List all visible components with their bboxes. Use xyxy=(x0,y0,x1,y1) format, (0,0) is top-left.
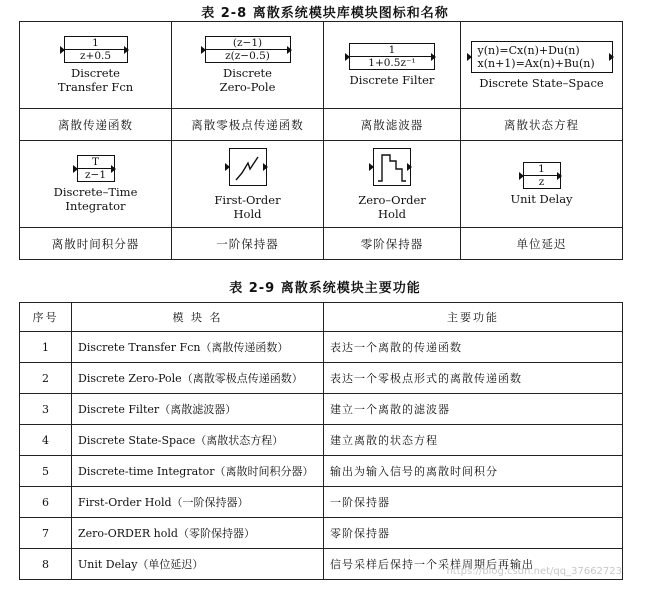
table-header-row xyxy=(20,303,623,332)
block-caption: Discrete Filter xyxy=(349,73,435,87)
block-denominator: z xyxy=(524,175,560,188)
block-numerator: 1 xyxy=(388,44,396,56)
block-numerator: T xyxy=(91,156,99,168)
module-function: 一阶保持器 xyxy=(324,487,623,518)
state-output-equation: y(n)=Cx(n)+Du(n) xyxy=(477,43,580,57)
discrete-filter-block xyxy=(349,43,435,70)
table-row xyxy=(20,332,623,363)
block-caption: Discrete State–Space xyxy=(479,75,604,90)
discrete-state-space-block xyxy=(471,41,613,73)
block-numerator: 1 xyxy=(92,37,99,49)
module-name: Discrete Filter（离散滤波器） xyxy=(72,394,324,425)
module-name: Discrete Zero-Pole（离散零极点传递函数） xyxy=(72,363,324,394)
block-name-cn: 离散时间积分器 xyxy=(20,228,172,260)
block-caption: Discrete–Time Integrator xyxy=(53,185,138,213)
module-name: Discrete-time Integrator（离散时间积分器） xyxy=(72,456,324,487)
module-name: Zero-ORDER hold（零阶保持器） xyxy=(72,518,324,549)
column-header-no: 序号 xyxy=(20,303,72,332)
block-name-cn: 一阶保持器 xyxy=(172,228,324,260)
module-name: Unit Delay（单位延迟） xyxy=(72,549,324,580)
first-order-hold-icon xyxy=(229,148,267,186)
row-number: 4 xyxy=(20,425,72,456)
block-caption: First-Order Hold xyxy=(214,192,281,221)
row-number: 6 xyxy=(20,487,72,518)
table-row xyxy=(20,425,623,456)
module-function: 信号采样后保持一个采样周期后再输出 xyxy=(324,549,623,580)
table-2-9-title: 表 2-9 离散系统模块主要功能 xyxy=(229,281,421,296)
table-2-8-title: 表 2-8 离散系统模块库模块图标和名称 xyxy=(201,6,449,21)
block-name-cn: 单位延迟 xyxy=(461,228,623,260)
block-name-cn: 离散状态方程 xyxy=(461,109,623,141)
block-name-cn: 离散传递函数 xyxy=(20,109,172,141)
block-denominator: z(z−0.5) xyxy=(206,49,290,62)
discrete-time-integrator-block xyxy=(77,155,115,182)
module-function: 建立离散的状态方程 xyxy=(324,425,623,456)
row-number: 3 xyxy=(20,394,72,425)
module-function: 表达一个离散的传递函数 xyxy=(324,332,623,363)
module-name: Discrete State-Space（离散状态方程） xyxy=(72,425,324,456)
discrete-zero-pole-cell xyxy=(172,22,324,109)
module-name: First-Order Hold（一阶保持器） xyxy=(72,487,324,518)
table-row xyxy=(20,456,623,487)
block-denominator: z−1 xyxy=(78,168,114,181)
discrete-state-space-cell xyxy=(461,22,623,109)
row-number: 1 xyxy=(20,332,72,363)
row-number: 7 xyxy=(20,518,72,549)
table-row xyxy=(20,487,623,518)
block-caption: Discrete Transfer Fcn xyxy=(57,66,134,94)
discrete-zero-pole-block xyxy=(205,36,291,63)
discrete-time-integrator-cell xyxy=(20,141,172,228)
block-denominator: 1+0.5z⁻¹ xyxy=(350,56,434,69)
column-header-function: 主要功能 xyxy=(324,303,623,332)
module-function: 零阶保持器 xyxy=(324,518,623,549)
module-function: 表达一个零极点形式的离散传递函数 xyxy=(324,363,623,394)
state-update-equation: x(n+1)=Ax(n)+Bu(n) xyxy=(477,56,595,70)
zero-order-hold-icon xyxy=(373,148,411,186)
table-row xyxy=(20,394,623,425)
discrete-transfer-fcn-block xyxy=(64,36,128,63)
row-number: 2 xyxy=(20,363,72,394)
unit-delay-cell xyxy=(461,141,623,228)
block-caption: Zero–Order Hold xyxy=(358,192,426,221)
watermark-text: https://blog.csdn.net/qq_37662723 xyxy=(446,566,622,577)
unit-delay-block xyxy=(523,162,561,189)
block-denominator: z+0.5 xyxy=(65,49,127,62)
discrete-filter-cell xyxy=(324,22,461,109)
first-order-hold-cell xyxy=(172,141,324,228)
zero-order-hold-cell xyxy=(324,141,461,228)
module-function-table xyxy=(19,302,623,580)
block-name-cn: 离散零极点传递函数 xyxy=(172,109,324,141)
block-caption: Unit Delay xyxy=(510,192,573,206)
table-row xyxy=(20,363,623,394)
module-function: 建立一个离散的滤波器 xyxy=(324,394,623,425)
discrete-transfer-fcn-cell xyxy=(20,22,172,109)
block-name-cn: 离散滤波器 xyxy=(324,109,461,141)
row-number: 5 xyxy=(20,456,72,487)
column-header-module: 模 块 名 xyxy=(72,303,324,332)
block-numerator: 1 xyxy=(538,163,545,175)
module-function: 输出为输入信号的离散时间积分 xyxy=(324,456,623,487)
block-caption: Discrete Zero-Pole xyxy=(219,66,276,94)
row-number: 8 xyxy=(20,549,72,580)
block-numerator: (z−1) xyxy=(232,37,263,49)
module-name: Discrete Transfer Fcn（离散传递函数） xyxy=(72,332,324,363)
block-name-cn: 零阶保持器 xyxy=(324,228,461,260)
block-icon-table xyxy=(19,21,623,260)
table-row xyxy=(20,518,623,549)
